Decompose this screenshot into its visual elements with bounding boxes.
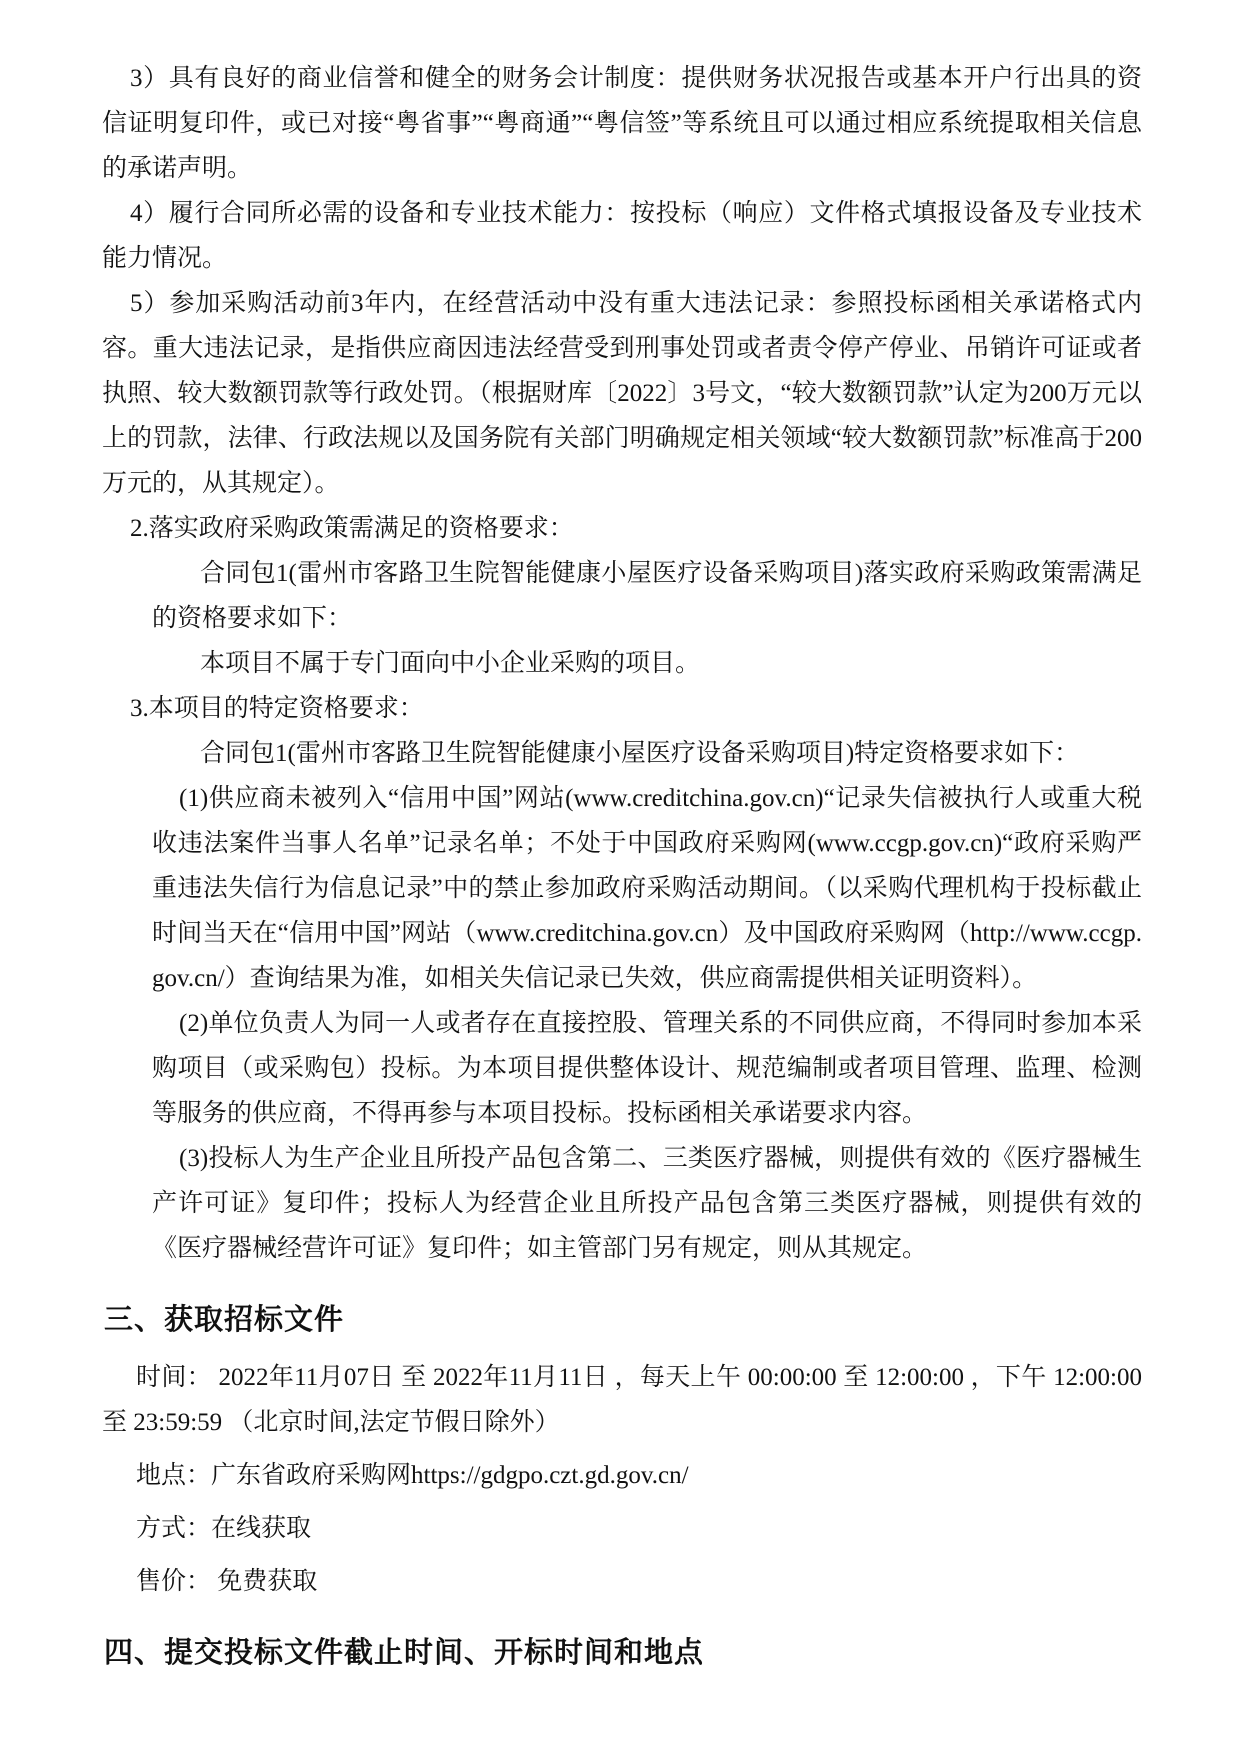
tender-doc-time-line: 时间： 2022年11月07日 至 2022年11月11日 ，每天上午 00:00:00 至 12:00:00 ，下午 12:00:00 至 23:59:59 （北京时间,法定节假日除外） [102, 1364, 1142, 1436]
clause-4-equipment-capability: 4）履行合同所必需的设备和专业技术能力：按投标（响应）文件格式填报设备及专业技术能力情况。 [102, 200, 1142, 272]
specific-package-note: 合同包1(雷州市客路卫生院智能健康小屋医疗设备采购项目)特定资格要求如下： [200, 740, 1080, 767]
section-4-heading: 四、提交投标文件截止时间、开标时间和地点 [104, 1637, 705, 1669]
specific-item-3-medical-device-license: (3)投标人为生产企业且所投产品包含第二、三类医疗器械，则提供有效的《医疗器械生产许可证》复印件；投标人为经营企业且所投产品包含第三类医疗器械，则提供有效的《医疗器械经营许可证》复印件；如主管部门另有规定，则从其规定。 [152, 1145, 1142, 1262]
tender-doc-method-line: 方式：在线获取 [136, 1515, 312, 1542]
tender-doc-location-line: 地点：广东省政府采购网https://gdgpo.czt.gd.gov.cn/ [136, 1462, 689, 1489]
policy-package-note: 合同包1(雷州市客路卫生院智能健康小屋医疗设备采购项目)落实政府采购政策需满足的资格要求如下： [152, 560, 1142, 632]
specific-item-2-same-principal: (2)单位负责人为同一人或者存在直接控股、管理关系的不同供应商，不得同时参加本采购项目（或采购包）投标。为本项目提供整体设计、规范编制或者项目管理、监理、检测等服务的供应商，不得再参与本项目投标。投标函相关承诺要求内容。 [152, 1010, 1142, 1127]
policy-sme-note: 本项目不属于专门面向中小企业采购的项目。 [200, 650, 701, 677]
specific-item-1-credit-check: (1)供应商未被列入“信用中国”网站(www.creditchina.gov.cn)“记录失信被执行人或重大税收违法案件当事人名单”记录名单；不处于中国政府采购网(www.ccgp.gov.cn)“政府采购严重违法失信行为信息记录”中的禁止参加政府采购活动期间。（以采购代理机构于投标截止时间当天在“信用中国”网站（www.creditchina.gov.cn）及中国政府采购网（http://www.ccgp.gov.cn/）查询结果为准，如相关失信记录已失效，供应商需提供相关证明资料）。 [152, 785, 1142, 992]
clause-5-no-major-violation: 5）参加采购活动前3年内，在经营活动中没有重大违法记录：参照投标函相关承诺格式内容。重大违法记录，是指供应商因违法经营受到刑事处罚或者责令停产停业、吊销许可证或者执照、较大数额罚款等行政处罚。（根据财库〔2022〕3号文，“较大数额罚款”认定为200万元以上的罚款，法律、行政法规以及国务院有关部门明确规定相关领域“较大数额罚款”标准高于200万元的，从其规定）。 [102, 290, 1142, 497]
tender-doc-price-line: 售价： 免费获取 [136, 1568, 318, 1595]
section-3-heading: 三、获取招标文件 [104, 1304, 345, 1336]
policy-requirements-intro: 2.落实政府采购政策需满足的资格要求： [130, 515, 574, 542]
clause-3-financial-credit: 3）具有良好的商业信誉和健全的财务会计制度：提供财务状况报告或基本开户行出具的资信证明复印件，或已对接“粤省事”“粤商通”“粤信签”等系统且可以通过相应系统提取相关信息的承诺声明。 [102, 65, 1142, 182]
specific-requirements-intro: 3.本项目的特定资格要求： [130, 695, 424, 722]
